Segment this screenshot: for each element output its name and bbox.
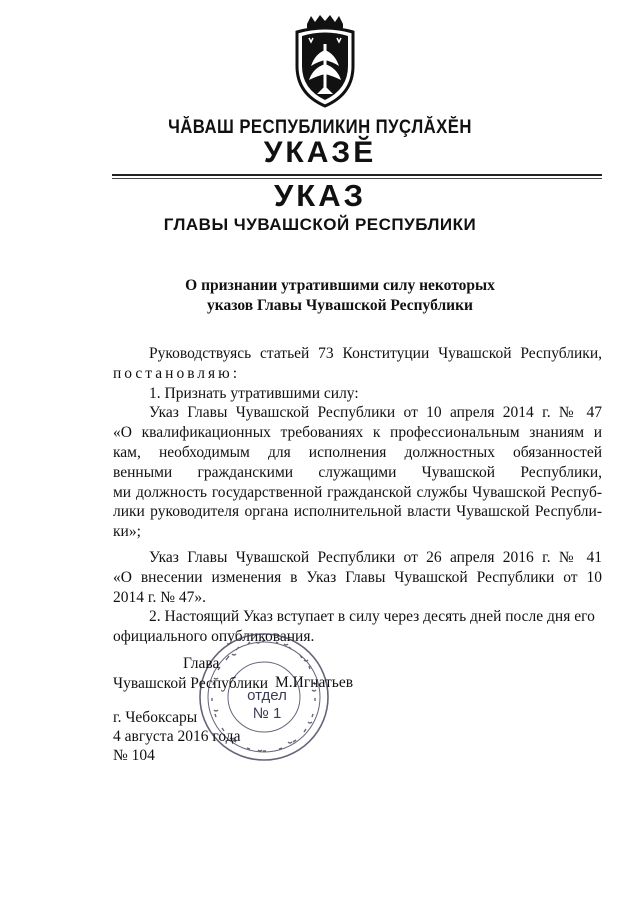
body-line: 2. Настоящий Указ вступает в силу через десять дней после дня его [149, 608, 595, 626]
body-line: Указ Главы Чувашской Республики от 10 апреля 2014 г. № 47 [149, 404, 602, 422]
signature-block [113, 654, 268, 694]
body-line: лики руководителя органа исполнительной власти Чувашской Республи- [113, 503, 602, 521]
signature-role: Чувашской Республики [113, 675, 269, 692]
russian-decree-title: УКАЗ [273, 178, 366, 213]
city: г. Чебоксары [113, 709, 198, 726]
signatory-name: М.Игнатьев [275, 674, 354, 691]
body-line: Указ Главы Чувашской Республики от 26 апреля 2016 г. № 41 [149, 548, 602, 566]
body-line: официального опубликования. [113, 628, 315, 646]
decree-number: № 104 [113, 747, 155, 764]
decree-body [113, 344, 602, 647]
header-divider-thick [112, 174, 602, 176]
subject-line: указов Главы Чувашской Республики [207, 297, 473, 314]
body-line: «О внесении изменения в Указ Главы Чувашской Республики от 10 [113, 568, 602, 586]
place-date-number [113, 708, 240, 765]
subject-line: О признании утратившими силу некоторых [185, 277, 495, 294]
decree-word: постановляю: [113, 364, 241, 382]
body-line: Руководствуясь статьей 73 Конституции Чувашской Республики, [149, 345, 602, 362]
body-line: 1. Признать утратившими силу: [149, 384, 359, 402]
stamp-line: № 1 [252, 705, 282, 722]
body-line: «О квалификационных требованиях к профессиональным знаниям и [113, 424, 602, 442]
body-line: кам, необходимым для исполнения должностных обязанностей [113, 443, 602, 461]
body-line: ки»; [113, 523, 141, 541]
chuvash-decree-title: УКАЗĔ [263, 136, 377, 169]
body-line: венными гражданскими служащими Чувашской Республики, [113, 463, 602, 481]
chuvash-republic-emblem-icon [287, 14, 363, 110]
stamp-line: отдел [247, 687, 287, 704]
body-line: 2014 г. № 47». [113, 588, 207, 606]
decree-subject [150, 276, 530, 316]
chuvash-header-line: ЧĂВАШ РЕСПУБЛИКИН ПУÇЛĂХĔН [168, 117, 472, 138]
signature-role: Глава [183, 655, 220, 672]
decree-date: 4 августа 2016 года [113, 728, 241, 745]
russian-decree-subtitle: ГЛАВЫ ЧУВАШСКОЙ РЕСПУБЛИКИ [163, 215, 477, 234]
body-line: ми должность государственной гражданской службы Чувашской Респуб- [113, 483, 602, 501]
